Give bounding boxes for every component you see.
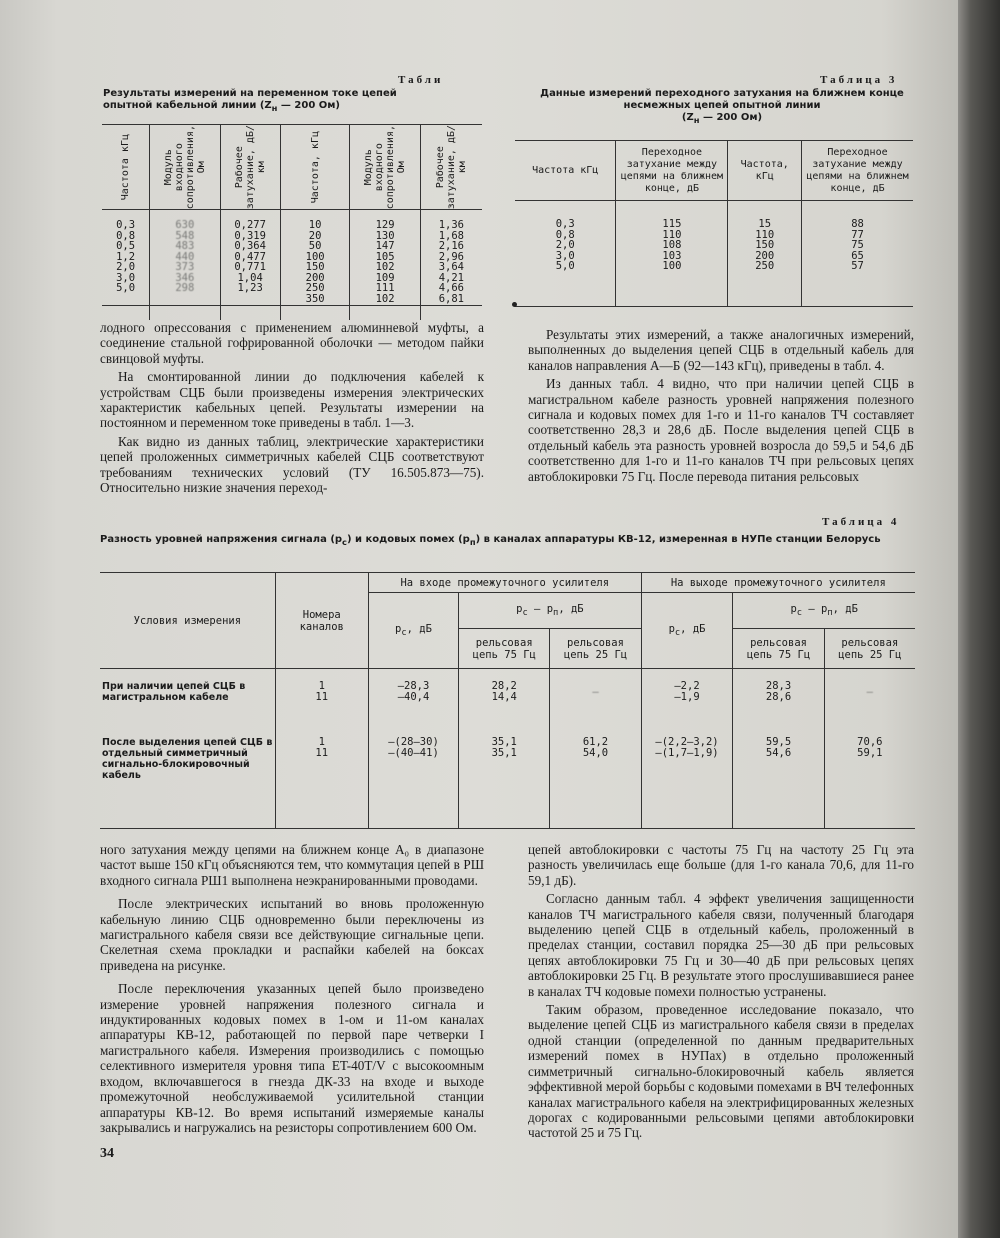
table4-header-output: На выходе промежуточного усилителя	[641, 573, 915, 593]
table-row	[100, 669, 915, 729]
table4-title: Разность уровней напряжения сигнала $(р_с)$ и кодовых помех $(р_п)$ в каналах аппаратуры КВ-12, измеренная в НУПе станции Белорусь	[100, 534, 881, 547]
table3	[515, 140, 913, 306]
table1-cell: 630 548 483 440 373 346 298	[150, 210, 220, 320]
table1-cell: 1,36 1,68 2,16 2,96 3,64 4,21 4,66 6,81	[420, 210, 482, 320]
text-column-left-top	[100, 320, 484, 498]
table3-cell: 0,3 0,8 2,0 3,0 5,0	[555, 218, 575, 272]
paragraph: Таким образом, проведенное исследование показало, что выделение цепей СЦБ из магистрального кабеля связи в пределах одной станции (определенной по данным предварительных измерений помех в НУПах) в отдельно проложенный симметричный сигнально-блокировочный кабель является эффективной мерой борьбы с кодовыми помехами в ВЧ телефонных каналах магистрального кабеля на электрифицированных железных дорогах с кодированными рельсовыми цепями автоблокировки частотой 25 и 75 Гц.	[528, 1002, 914, 1141]
ink-dot	[512, 302, 517, 307]
table4-cell-conditions: После выделения цепей СЦБ в отдельный симметричный сигнально-блокировочный кабель	[100, 729, 275, 829]
table4-label: Таблица 4	[822, 516, 900, 528]
table1-cell: 129 130 147 105 102 109 111 102	[350, 210, 420, 320]
table1-header: Модуль входного сопротивления, Ом	[150, 125, 220, 210]
text-column-left-bottom	[100, 842, 484, 1138]
table1-header: Частота, кГц	[280, 125, 350, 210]
table1-cell: 0,3 0,8 0,5 1,2 2,0 3,0 5,0	[116, 219, 136, 295]
table4-cell: 1 11	[275, 669, 368, 729]
table4-header-pc-in: $р_с$, дБ	[368, 593, 458, 669]
table3-header: Частота, кГц	[728, 141, 802, 201]
table4-cell: —	[824, 669, 915, 729]
table4-header-r75-in: рельсовая цепь 75 Гц	[459, 629, 550, 669]
table3-header: Частота кГц	[515, 141, 616, 201]
table4-header-pc-out: $р_с$, дБ	[641, 593, 733, 669]
text-column-right-bottom	[528, 842, 914, 1144]
table4-cell: 35,1 35,1	[459, 729, 550, 829]
paragraph: ного затухания между цепями на ближнем конце A₀ в диапазоне частот выше 150 кГц объясняются тем, что коммутация цепей в РШ входного сигнала РШ1 выполнена неэкранированными проводами.	[100, 842, 484, 888]
paragraph: Согласно данным табл. 4 эффект увеличения защищенности каналов ТЧ магистрального кабеля связи, полученный благодаря выделению цепей СЦБ в отдельный кабель, проложенный в пределах станции, составил порядка 25—30 дБ при рельсовых цепях автоблокировки 75 Гц и 30—40 дБ при рельсовых цепях автоблокировки 25 Гц. В результате этого прослушивавшиеся ранее в каналах ТЧ кодовые помехи полностью устранены.	[528, 891, 914, 999]
text-column-right-top	[528, 327, 914, 487]
table4-cell: —2,2 —1,9	[641, 669, 733, 729]
table1-label: Табли	[398, 74, 444, 86]
table4-header-channels: Номера каналов	[275, 573, 368, 669]
page-edge-shadow	[958, 0, 1000, 1238]
table1-title: Результаты измерений на переменном токе цепей опытной кабельной линии ($Z_н$ — 200 Ом)	[103, 88, 397, 113]
table3-bottom-rule	[515, 306, 913, 307]
paragraph: После переключения указанных цепей было произведено измерение уровней напряжения полезного сигнала и индуктированных кодовых помех в 1-ом и 11-ом каналах аппаратуры КВ-12, работающей по первой паре четверки I магистрального кабеля. Измерения производились с помощью селективного измерителя уровня типа ET-40T/V с высокоомным входом, включавшегося в гнезда ДК-33 на входе и выходе промежуточной необслуживаемой усилительной станции аппаратуры КВ-12. Во время испытаний измеряемые каналы закрывались и нагружались на резисторы сопротивлением 600 Ом.	[100, 981, 484, 1135]
table1-header: Частота кГц	[102, 125, 150, 210]
table1	[102, 124, 482, 320]
table4-bottom-rule	[100, 828, 915, 829]
table4-header-r25-in: рельсовая цепь 25 Гц	[550, 629, 641, 669]
table4-header-conditions: Условия измерения	[100, 573, 275, 669]
table4-cell: 1 11	[275, 729, 368, 829]
paragraph: После электрических испытаний во вновь проложенную кабельную линию СЦБ одновременно были переключены из магистрального кабеля связи все действующие сигнальные цепи. Скелетная схема прокладки и распайки кабелей на боксах приведена на рисунке.	[100, 896, 484, 973]
table4-cell: 70,6 59,1	[824, 729, 915, 829]
table1-bottom-rule	[102, 305, 482, 306]
table3-cell: 15 110 150 200 250	[728, 201, 802, 306]
table4-cell-conditions: При наличии цепей СЦБ в магистральном кабеле	[100, 669, 275, 729]
table4-cell: —(2,2—3,2) —(1,7—1,9)	[641, 729, 733, 829]
paragraph: Результаты этих измерений, а также аналогичных измерений, выполненных до выделения цепей СЦБ в отдельный кабель для каналов направления А—Б (92—143 кГц), приведены в табл. 4.	[528, 327, 914, 373]
table4-header-r75-out: рельсовая цепь 75 Гц	[733, 629, 824, 669]
table4	[100, 572, 915, 829]
table1-header: Рабочее затухание, дБ/км	[420, 125, 482, 210]
table1-header: Модуль входного сопротивления, Ом	[350, 125, 420, 210]
table3-header: Переходное затухание между цепями на ближнем конце, дБ	[802, 141, 913, 201]
table4-cell: 28,2 14,4	[459, 669, 550, 729]
page-number: 34	[100, 1146, 114, 1161]
table1-header: Рабочее затухание, дБ/км	[220, 125, 280, 210]
table4-header-diff-in: $р_с$ — $р_п$, дБ	[459, 593, 642, 629]
table4-cell: —	[550, 669, 641, 729]
table1-cell: 10 20 50 100 150 200 250 350	[280, 210, 350, 320]
paragraph: лодного опрессования с применением алюминневой муфты, а соединение стальной гофрированной оболочки — методом пайки свинцовой муфты.	[100, 320, 484, 366]
table4-cell: 28,3 28,6	[733, 669, 824, 729]
paragraph: Как видно из данных таблиц, электрические характеристики цепей проложенных симметричных кабелей СЦБ соответствуют требованиям технических условий (ТУ 16.505.873—75). Относительно низкие значения переход-	[100, 433, 484, 496]
table-row	[100, 729, 915, 829]
table3-cell: 115 110 108 103 100	[616, 201, 728, 306]
table3-title: Данные измерений переходного затухания на ближнем конце несмежных цепей опытной линии ($Z_н$ — 200 Ом)	[540, 88, 904, 125]
table4-header-diff-out: $р_с$ — $р_п$, дБ	[733, 593, 915, 629]
table4-cell: 59,5 54,6	[733, 729, 824, 829]
table4-header-input: На входе промежуточного усилителя	[368, 573, 641, 593]
table4-cell: 61,2 54,0	[550, 729, 641, 829]
table3-cell: 88 77 75 65 57	[802, 201, 913, 306]
table3-header: Переходное затухание между цепями на ближнем конце, дБ	[616, 141, 728, 201]
paragraph: цепей автоблокировки с частоты 75 Гц на частоту 25 Гц эта разность увеличилась еще больше (для 1-го канала 70,6, для 11-го 59,1 дБ).	[528, 842, 914, 888]
table4-cell: —(28—30) —(40—41)	[368, 729, 458, 829]
paragraph: На смонтированной линии до подключения кабелей к устройствам СЦБ были произведены измерения электрических характеристик кабельных цепей. Результаты измерении на постоянном и переменном токе приведены в табл. 1—3.	[100, 369, 484, 431]
table1-cell: 0,277 0,319 0,364 0,477 0,771 1,04 1,23	[220, 210, 280, 320]
table3-label: Таблица 3	[820, 74, 898, 86]
paragraph: Из данных табл. 4 видно, что при наличии цепей СЦБ в магистральном кабеле разность уровней напряжения полезного сигнала и кодовых помех для 1-го и 11-го каналов ТЧ составляет соответственно 28,3 и 28,6 дБ. После выделения цепей СЦБ в отдельный кабель эта разность уровней возросла до 59,5 и 54,6 дБ соответственно для 1-го и 11-го каналов ТЧ при рельсовых цепях автоблокировки 75 Гц. После перевода питания рельсовых	[528, 376, 914, 484]
table4-cell: —28,3 —40,4	[368, 669, 458, 729]
table4-header-r25-out: рельсовая цепь 25 Гц	[824, 629, 915, 669]
